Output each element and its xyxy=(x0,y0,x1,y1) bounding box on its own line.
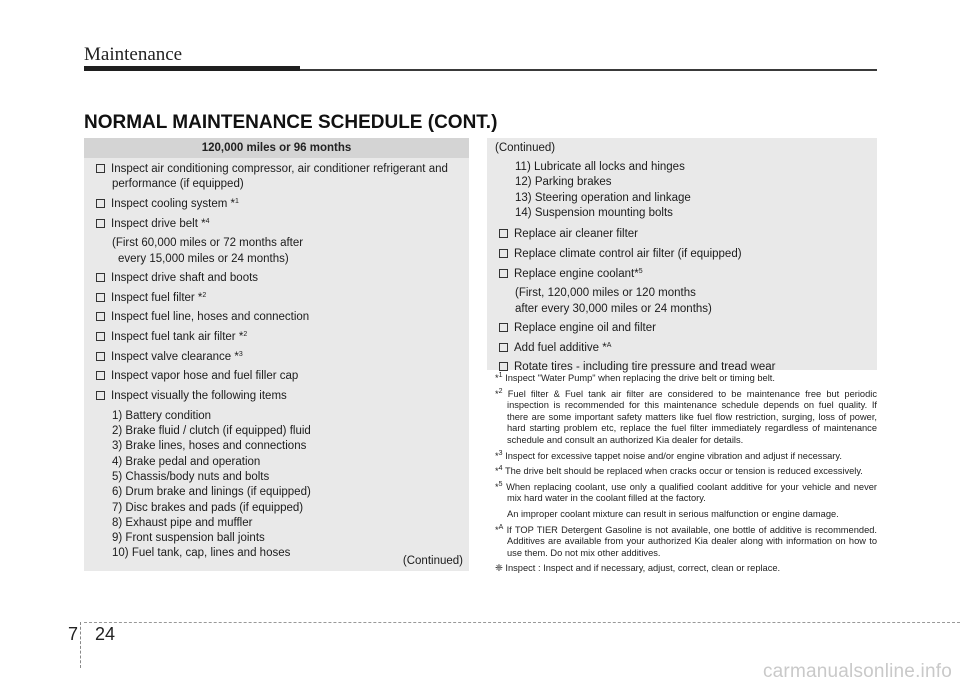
item-text: Add fuel additive * xyxy=(514,341,607,354)
footnote-number: 3 xyxy=(498,449,503,457)
inspection-subitem: 10) Fuel tank, cap, lines and hoses xyxy=(112,547,291,560)
footnote-number: 5 xyxy=(498,480,503,488)
footnote-number: A xyxy=(498,523,504,531)
checklist-item xyxy=(493,227,877,242)
inspection-subitem: 5) Chassis/body nuts and bolts xyxy=(112,470,270,483)
footnote-mark: * xyxy=(495,373,499,383)
footnote-number: 2 xyxy=(498,387,503,395)
continued-label: (Continued) xyxy=(402,555,463,567)
item-text: Inspect vapor hose and fuel filler cap xyxy=(111,370,299,383)
item-text: Inspect cooling system * xyxy=(111,197,236,210)
checkbox-icon xyxy=(499,249,508,258)
inspection-subitem: 2) Brake fluid / clutch (if equipped) fluid xyxy=(112,425,311,438)
footnote-number: 1 xyxy=(498,372,503,379)
footnote xyxy=(493,373,877,385)
footnote xyxy=(493,482,877,505)
footer-horizontal-rule xyxy=(84,622,960,623)
checkbox-icon xyxy=(96,199,105,208)
checklist-item xyxy=(90,162,469,193)
footnote-ref: 2 xyxy=(243,331,248,339)
checklist-item xyxy=(90,310,469,325)
footnote-text: When replacing coolant, use only a qualified coolant additive for your vehicle and never mix hard water in the coolant filled at the factory. xyxy=(506,481,877,504)
footnote-ref: 4 xyxy=(205,217,210,225)
item-text: Inspect drive belt * xyxy=(111,217,206,230)
footnote-text: The drive belt should be replaced when cracks occur or tension is reduced excessively. xyxy=(504,466,863,477)
inspection-subitem: 4) Brake pedal and operation xyxy=(112,455,261,468)
item-text: Inspect valve clearance * xyxy=(111,350,239,363)
item-text: Inspect visually the following items xyxy=(111,390,287,403)
footnote xyxy=(493,525,877,560)
footnote-text: If TOP TIER Detergent Gasoline is not available, one bottle of additive is recommended. Additives are available from your authorized Kia dealer along with information on how to use them. Do not mix other additives. xyxy=(506,524,877,558)
checkbox-icon xyxy=(96,371,105,380)
checkbox-icon xyxy=(96,332,105,341)
footnote xyxy=(493,389,877,447)
item-subline: every 15,000 miles or 24 months) xyxy=(118,252,289,265)
checklist-item xyxy=(493,321,877,336)
checklist-item xyxy=(90,369,469,384)
checklist-item xyxy=(90,197,469,212)
footnote-text: Fuel filter & Fuel tank air filter are considered to be maintenance free but periodic inspection is recommended for this maintenance schedule depends on fuel quality. If there are some important safety matters like fuel flow restriction, surging, loss of power, hard starting problem etc, replace the fuel filter immediately regardless of maintenance schedule and consult an authorized Kia dealer for details. xyxy=(507,388,877,445)
footnote-ref: 5 xyxy=(638,267,643,275)
watermark: carmanualsonline.info xyxy=(762,661,952,682)
footer-vertical-rule xyxy=(80,622,81,668)
checkbox-icon xyxy=(499,323,508,332)
left-item-list xyxy=(84,162,469,562)
checkbox-icon xyxy=(499,229,508,238)
page-number xyxy=(68,624,115,645)
inspection-subitem: 3) Brake lines, hoses and connections xyxy=(112,440,307,453)
inspection-subitem: 1) Battery condition xyxy=(112,409,212,422)
item-text: Inspect fuel filter * xyxy=(111,291,203,304)
checkbox-icon xyxy=(499,362,508,371)
schedule-panel-left xyxy=(84,138,469,571)
footnote-mark: * xyxy=(495,450,499,461)
footnote-mark: * xyxy=(495,466,499,477)
footnote-text: Inspect for excessive tappet noise and/or engine vibration and adjust if necessary. xyxy=(505,450,842,461)
footnote-ref: A xyxy=(606,341,612,349)
checkbox-icon xyxy=(96,164,105,173)
inspection-subitem: 6) Drum brake and linings (if equipped) xyxy=(112,486,311,499)
item-text: Rotate tires - including tire pressure and tread wear xyxy=(514,361,776,374)
page-heading: NORMAL MAINTENANCE SCHEDULE (CONT.) xyxy=(84,112,498,133)
item-text-continued: performance (if equipped) xyxy=(112,178,244,191)
continued-label: (Continued) xyxy=(495,142,556,154)
right-item-list xyxy=(487,227,877,375)
checklist-item xyxy=(90,271,469,286)
item-subline: (First 60,000 miles or 72 months after xyxy=(112,237,304,250)
checkbox-icon xyxy=(96,352,105,361)
item-text: Replace air cleaner filter xyxy=(514,228,639,241)
panel-title: 120,000 miles or 96 months xyxy=(84,138,469,158)
item-text: Replace engine oil and filter xyxy=(514,321,656,334)
checkbox-icon xyxy=(96,391,105,400)
checklist-item xyxy=(90,291,469,306)
header-rule-thin xyxy=(300,69,877,71)
checklist-item xyxy=(90,389,469,404)
checkbox-icon xyxy=(499,269,508,278)
footnote-mark: * xyxy=(495,524,499,535)
checklist-item xyxy=(90,217,469,232)
footnotes xyxy=(487,373,877,579)
checklist-item xyxy=(90,350,469,365)
footnote-mark: * xyxy=(495,388,499,399)
footnote-ref: 2 xyxy=(202,291,207,299)
footnote-text: An improper coolant mixture can result in serious malfunction or engine damage. xyxy=(507,508,839,519)
item-text: Replace engine coolant* xyxy=(514,267,639,280)
footnote-ref: 1 xyxy=(235,197,239,205)
checkbox-icon xyxy=(96,219,105,228)
footnote xyxy=(493,466,877,478)
right-numbered-list xyxy=(487,160,877,221)
item-text: Inspect air conditioning compressor, air conditioner refrigerant and xyxy=(111,163,448,175)
numbered-item: 12) Parking brakes xyxy=(515,176,612,189)
footnote-number: 4 xyxy=(498,465,503,473)
numbered-item: 14) Suspension mounting bolts xyxy=(515,206,673,219)
numbered-item: 11) Lubricate all locks and hinges xyxy=(515,161,685,173)
checkbox-icon xyxy=(96,293,105,302)
chapter-number: 7 xyxy=(68,624,79,644)
item-text: Inspect drive shaft and boots xyxy=(111,271,259,284)
inspection-subitem: 9) Front suspension ball joints xyxy=(112,532,265,545)
schedule-panel-right xyxy=(487,138,877,374)
checklist-item xyxy=(493,341,877,356)
section-label: Maintenance xyxy=(84,44,183,65)
item-subline: (First, 120,000 miles or 120 months xyxy=(515,287,696,300)
numbered-item: 13) Steering operation and linkage xyxy=(515,191,691,204)
checkbox-icon xyxy=(96,312,105,321)
footnote xyxy=(493,451,877,463)
footnote-mark: * xyxy=(495,481,499,492)
footnote-text: Inspect : Inspect and if necessary, adjust, correct, clean or replace. xyxy=(505,563,781,574)
footnote-ref: 3 xyxy=(238,350,243,358)
checkbox-icon xyxy=(96,273,105,282)
item-text: Replace climate control air filter (if equipped) xyxy=(514,247,742,260)
header-rule-thick xyxy=(84,66,300,71)
page-number-value: 24 xyxy=(95,624,116,644)
checklist-item xyxy=(90,330,469,345)
inspection-subitem: 7) Disc brakes and pads (if equipped) xyxy=(112,501,304,514)
item-subline: after every 30,000 miles or 24 months) xyxy=(515,302,712,315)
checklist-item xyxy=(493,267,877,282)
inspection-subitem: 8) Exhaust pipe and muffler xyxy=(112,516,253,529)
footnote-mark: ❈ xyxy=(495,563,503,574)
checklist-item xyxy=(493,247,877,262)
item-text: Inspect fuel tank air filter * xyxy=(111,331,244,344)
checkbox-icon xyxy=(499,343,508,352)
footnote-text: Inspect "Water Pump" when replacing the drive belt or timing belt. xyxy=(505,373,775,383)
footnote xyxy=(493,563,877,575)
item-text: Inspect fuel line, hoses and connection xyxy=(111,311,310,324)
